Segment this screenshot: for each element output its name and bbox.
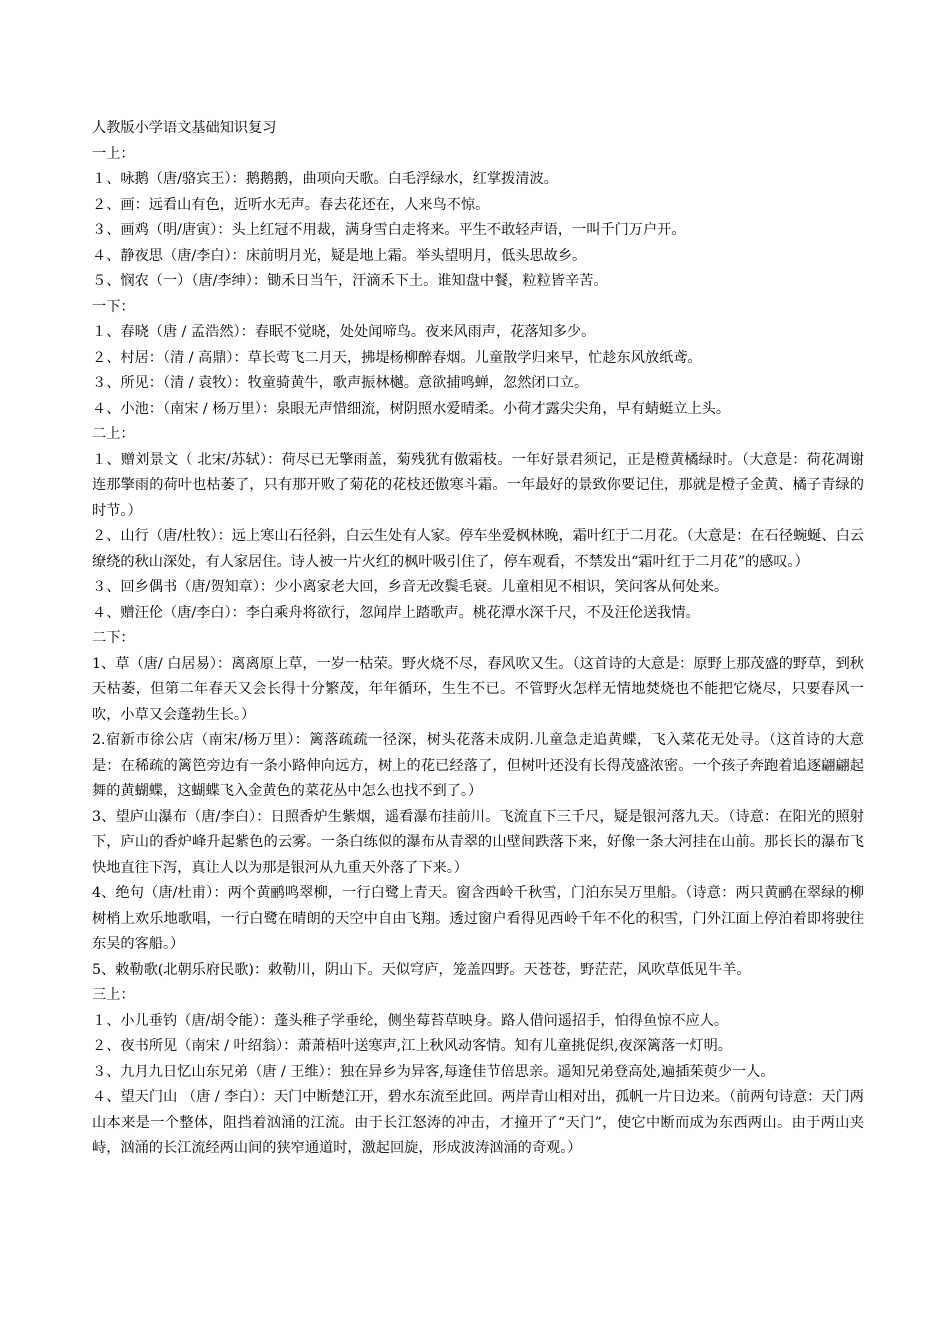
text-line: 二下： xyxy=(92,630,135,646)
text-line: ４、望天门山 （唐 / 李白）：天门中断楚江开，碧水东流至此回。两岸青山相对出，孤帆一片日边来。（前两句诗意：天门两山本来是一个整体，阻挡着汹涌的江流。由于长江怒涛的冲击，才撞开了“天门”，使它中断而成为东西两山。由于两山夹峙，汹涌的长江流经两山间的狭窄通道时，激起回旋，形成波涛汹涌的奇观。） xyxy=(92,1089,864,1156)
text-line: 三上： xyxy=(92,987,135,1003)
text-line: 3、望庐山瀑布（唐/李白）：日照香炉生紫烟，遥看瀑布挂前川。飞流直下三千尺，疑是银河落九天。（诗意：在阳光的照射下，庐山的香炉峰升起紫色的云雾。一条白练似的瀑布从青翠的山壁间跌落下来，好像一条大河挂在山前。那长长的瀑布飞快地直往下泻，真让人以为那是银河从九重天外落了下来。） xyxy=(92,808,864,876)
text-line: 一上： xyxy=(92,145,135,162)
text-line: 4、绝句（唐/杜甫）：两个黄鹂鸣翠柳，一行白鹭上青天。窗含西岭千秋雪，门泊东吴万里船。（诗意：两只黄鹂在翠绿的柳树梢上欢乐地歌唱，一行白鹭在晴朗的天空中自由飞翔。透过窗户看得见西岭千年不化的积雪，门外江面上停泊着即将驶往东吴的客船。） xyxy=(92,885,864,952)
text-line: １、赠刘景文（ 北宋/苏轼）：荷尽已无擎雨盖，菊残犹有傲霜枝。一年好景君须记，正是橙黄橘绿时。（大意是：荷花凋谢连那擎雨的荷叶也枯萎了，只有那开败了菊花的花枝还傲寒斗霜。一年最好的景致你要记住，那就是橙子金黄、橘子青绿的时节。） xyxy=(92,451,864,519)
document-title: 人教版小学语文基础知识复习 xyxy=(92,120,277,136)
text-line: 一下： xyxy=(92,298,135,315)
text-line: ２、夜书所见（南宋 / 叶绍翁）：萧萧梧叶送寒声,江上秋风动客情。知有儿童挑促织,夜深篱落一灯明。 xyxy=(92,1038,732,1054)
text-line: ３、九月九日忆山东兄弟（唐 / 王维）：独在异乡为异客,每逢佳节倍思亲。遥知兄弟登高处,遍插茱萸少一人。 xyxy=(92,1063,775,1080)
text-line: １、小儿垂钓（唐/胡令能）：蓬头稚子学垂纶，侧坐莓苔草映身。路人借问遥招手，怕得鱼惊不应人。 xyxy=(92,1012,729,1029)
text-line: ４、小池：（南宋 / 杨万里）：泉眼无声惜细流，树阴照水爱晴柔。小荷才露尖尖角，早有蜻蜓立上头。 xyxy=(92,400,731,417)
text-line: ２、村居：（清 / 高鼎）：草长莺飞二月天，拂堤杨柳醉春烟。儿童散学归来早，忙趁东风放纸鸢。 xyxy=(92,349,702,366)
text-line: ４、静夜思（唐/李白）：床前明月光，疑是地上霜。举头望明月，低头思故乡。 xyxy=(92,247,587,264)
text-line: １、咏鹅（唐/骆宾王）：鹅鹅鹅，曲项向天歌。白毛浮绿水，红掌拨清波。 xyxy=(92,171,558,187)
text-line: ３、画鸡（明/唐寅）：头上红冠不用裁，满身雪白走将来。平生不敢轻声语，一叫千门万户开。 xyxy=(92,222,686,238)
text-line: 5、敕勒歌(北朝乐府民歌)：敕勒川，阴山下。天似穹庐，笼盖四野。天苍苍，野茫茫，风吹草低见牛羊。 xyxy=(92,961,751,978)
text-line: ３、回乡偶书（唐/贺知章）：少小离家老大回，乡音无改鬓毛衰。儿童相见不相识，笑问客从何处来。 xyxy=(92,579,729,595)
document-body xyxy=(92,142,864,1162)
text-line: １、春晓（唐 / 孟浩然）：春眠不觉晓，处处闻啼鸟。夜来风雨声，花落知多少。 xyxy=(92,324,596,340)
document-page xyxy=(92,116,864,1162)
text-line: 2.宿新市徐公店（南宋/杨万里）：篱落疏疏一径深，树头花落未成阴.儿童急走追黄蝶，飞入菜花无处寻。（这首诗的大意是：在稀疏的篱笆旁边有一条小路伸向远方，树上的花已经落了，但树叶还没有长得茂盛浓密。一个孩子奔跑着追逐翩翩起舞的黄蝴蝶，这蝴蝶飞入金黄色的菜花丛中怎么也找不到了。） xyxy=(92,732,864,799)
text-line: 二上： xyxy=(92,426,135,442)
text-line: ５、悯农（一）（唐/李绅）：锄禾日当午，汗滴禾下土。谁知盘中餐，粒粒皆辛苦。 xyxy=(92,273,608,289)
text-line: ２、山行（唐/杜牧）：远上寒山石径斜，白云生处有人家。停车坐爱枫林晚，霜叶红于二月花。（大意是：在石径蜿蜒、白云缭绕的秋山深处，有人家居住。诗人被一片火红的枫叶吸引住了，停车观看，不禁发出“霜叶红于二月花”的感叹。） xyxy=(92,528,864,570)
text-line: 1、草（唐/ 白居易）：离离原上草，一岁一枯荣。野火烧不尽，春风吹又生。（这首诗的大意是：原野上那茂盛的野草，到秋天枯萎，但第二年春天又会长得十分繁茂，年年循环，生生不已。不管野火怎样无情地焚烧也不能把它烧尽，只要春风一吹，小草又会蓬勃生长。） xyxy=(92,655,864,723)
text-line: ２、画：远看山有色，近听水无声。春去花还在，人来鸟不惊。 xyxy=(92,196,490,213)
text-line: ４、赠汪伦（唐/李白）：李白乘舟将欲行，忽闻岸上踏歌声。桃花潭水深千尺，不及汪伦送我情。 xyxy=(92,604,700,621)
text-line: ３、所见：（清 / 袁牧）：牧童骑黄牛，歌声振林樾。意欲捕鸣蝉，忽然闭口立。 xyxy=(92,375,589,391)
